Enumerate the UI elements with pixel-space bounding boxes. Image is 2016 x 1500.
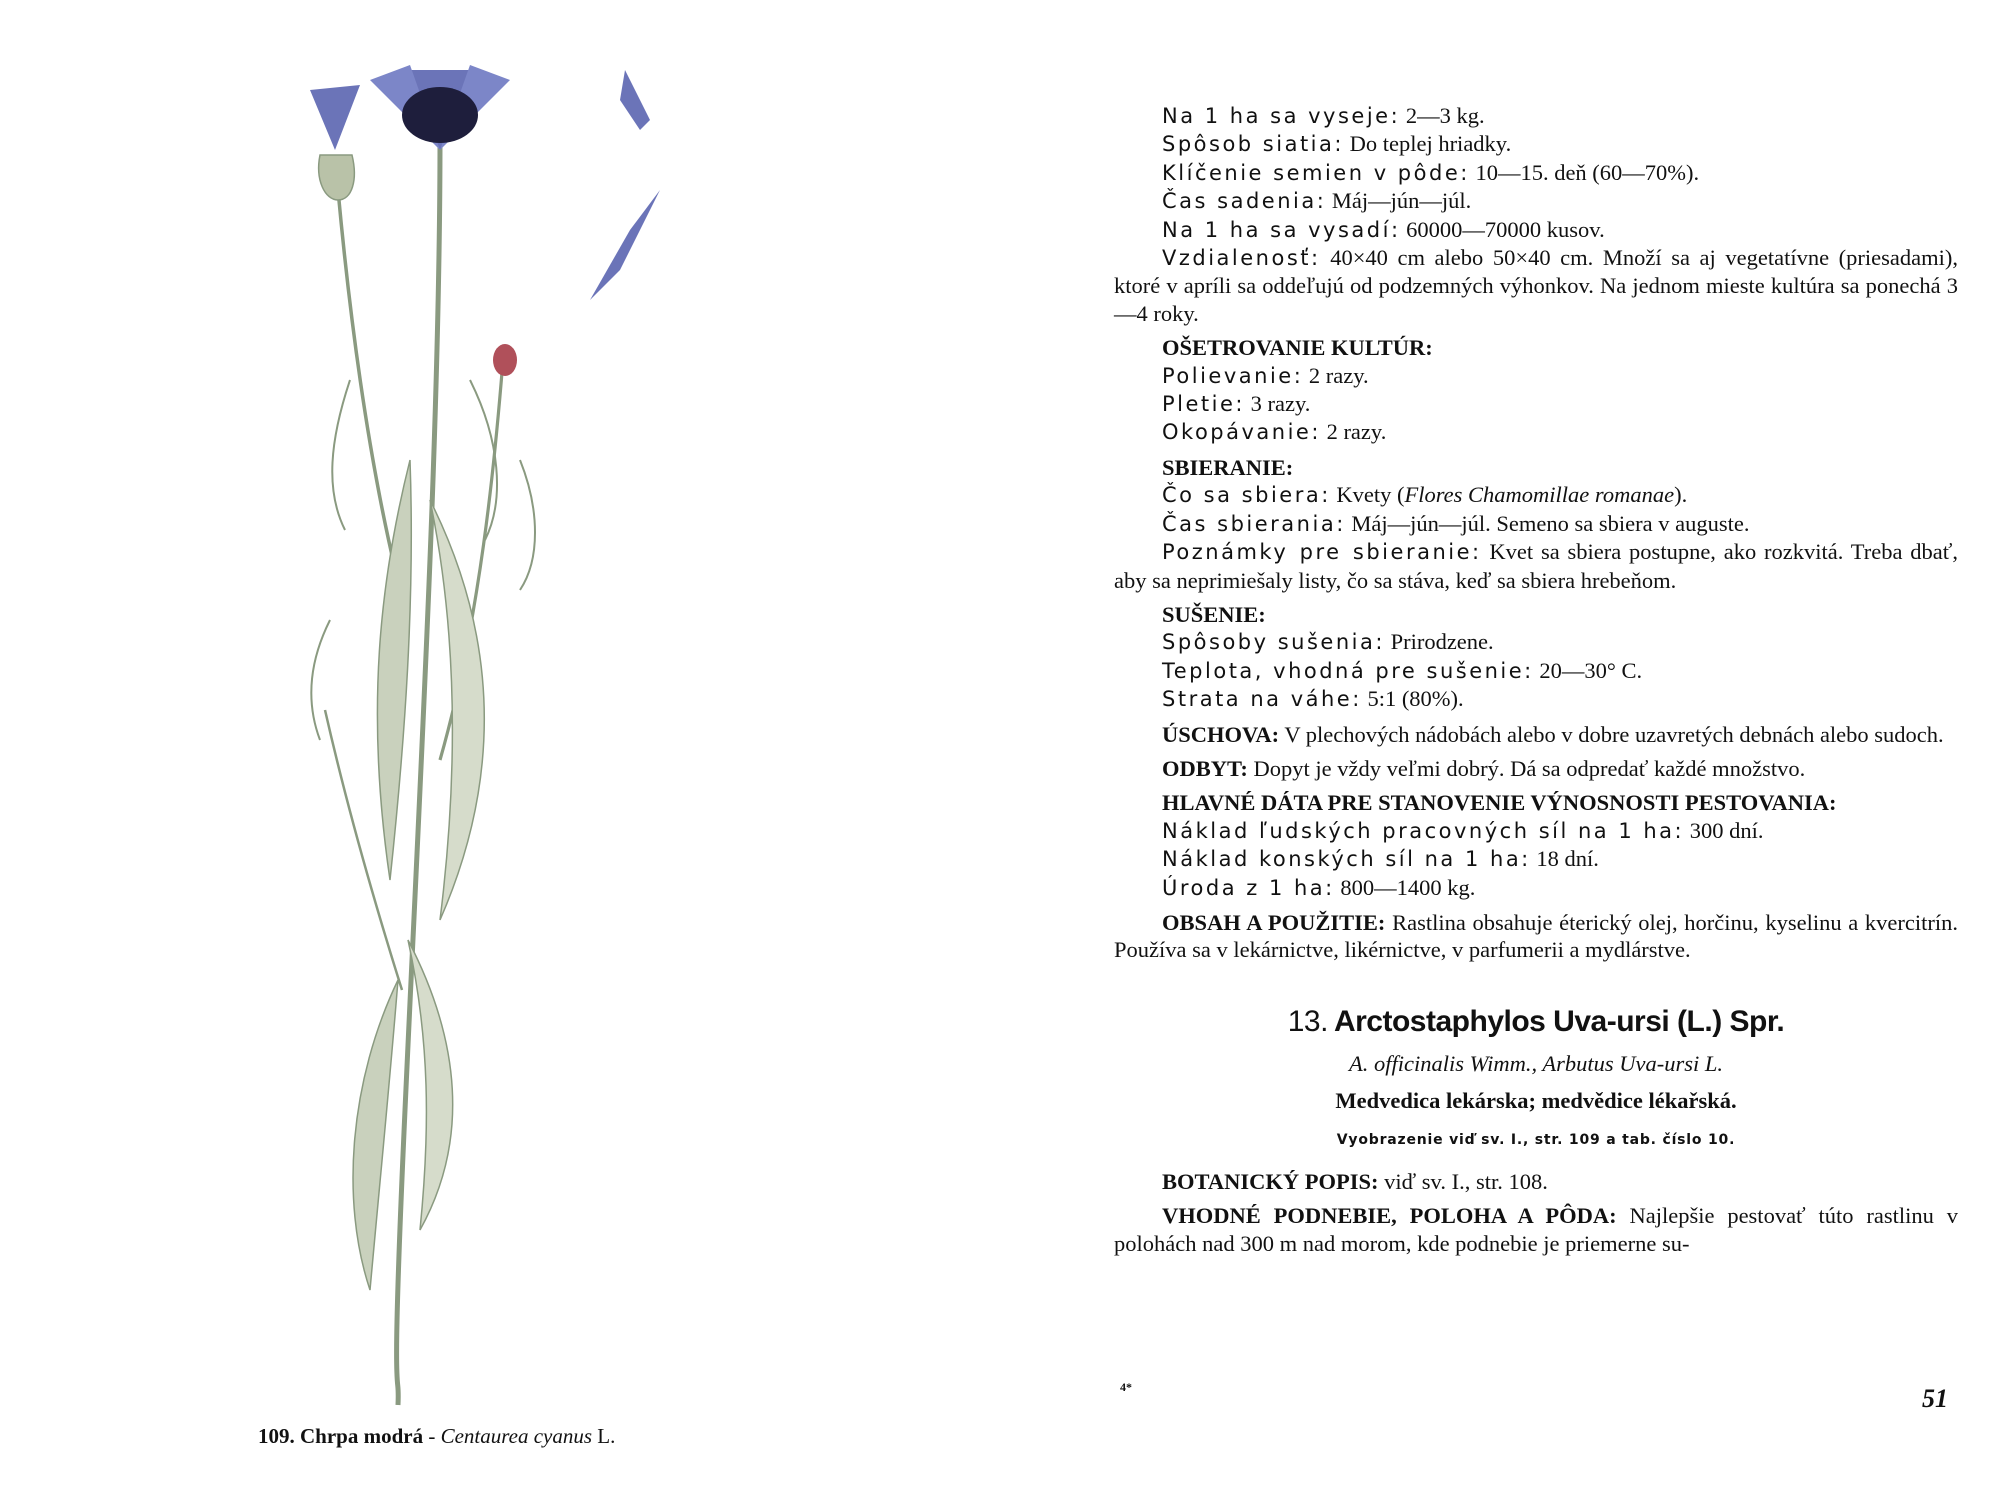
planting-line: Čas sadenia: Máj—jún—júl. <box>1162 188 1472 214</box>
synonyms-line: A. officinalis Wimm., Arbutus Uva-ursi L. <box>1349 1050 1723 1076</box>
temperature-line: Teplota, vhodná pre sušenie: 20—30° C. <box>1162 657 1643 683</box>
weight-loss-line: Strata na váhe: 5:1 (80%). <box>1162 686 1464 712</box>
body-text <box>1114 102 1958 1257</box>
sowing-line: Spôsob siatia: Do teplej hriadky. <box>1162 131 1512 157</box>
drying-methods-line: Spôsoby sušenia: Prirodzene. <box>1162 629 1494 655</box>
caption-number: 109. <box>258 1424 295 1448</box>
climate-paragraph: VHODNÉ PODNEBIE, POLOHA A PÔDA: Najlepšie pestovať túto rastlinu v polohách nad 300 m nad morom, kde podnebie je priemerne su- <box>1114 1203 1958 1256</box>
image-reference-line: Vyobrazenie viď sv. I., str. 109 a tab. číslo 10. <box>1336 1131 1736 1148</box>
profitability-heading: HLAVNÉ DÁTA PRE STANOVENIE VÝNOSNOSTI PESTOVANIA: <box>1162 790 1837 816</box>
weeding-line: Pletie: 3 razy. <box>1162 391 1311 417</box>
germination-line: Klíčenie semien v pôde: 10—15. deň (60—70%). <box>1162 159 1700 185</box>
yield-line: Úroda z 1 ha: 800—1400 kg. <box>1162 874 1476 900</box>
storage-paragraph: ÚSCHOVA: V plechových nádobách alebo v dobre uzavretých debnách alebo sudoch. <box>1162 721 1944 747</box>
drying-heading: SUŠENIE: <box>1162 601 1266 627</box>
section-title <box>1114 1004 1958 1040</box>
common-names-line: Medvedica lekárska; medvědice lékařská. <box>1335 1088 1737 1114</box>
harvest-notes-paragraph: Poznámky pre sbieranie: Kvet sa sbiera postupne, ako rozkvitá. Treba dbať, aby sa neprimiešaly listy, čo sa stáva, keď sa sbiera hrebeňom. <box>1114 539 1959 593</box>
plants-line: Na 1 ha sa vysadí: 60000—70000 kusov. <box>1162 216 1605 242</box>
caption-latin-name: Centaurea cyanus <box>440 1424 593 1448</box>
section-number: 13. <box>1287 1004 1328 1038</box>
harvest-time-line: Čas sbierania: Máj—jún—júl. Semeno sa sbiera v auguste. <box>1162 510 1750 536</box>
signature-mark: 4* <box>1120 1380 1132 1394</box>
seed-line: Na 1 ha sa vyseje: 2—3 kg. <box>1162 103 1485 128</box>
botany-paragraph: BOTANICKÝ POPIS: viď sv. I., str. 108. <box>1162 1169 1548 1194</box>
what-line: Čo sa sbiera: Kvety (Flores Chamomillae romanae). <box>1162 482 1688 508</box>
page-number: 51 <box>1922 1384 1948 1413</box>
right-page <box>1008 0 2016 1500</box>
labor-line: Náklad ľudských pracovných síl na 1 ha: 300 dní. <box>1162 817 1764 843</box>
horse-line: Náklad konských síl na 1 ha: 18 dní. <box>1162 846 1599 872</box>
sales-paragraph: ODBYT: Dopyt je vždy veľmi dobrý. Dá sa odpredať každé množstvo. <box>1162 755 1806 781</box>
distance-paragraph: Vzdialenosť: 40×40 cm alebo 50×40 cm. Množí sa aj vegetatívne (priesadami), ktoré v apríli sa oddeľujú od podzemných výhonkov. Na jednom mieste kultúra sa ponechá 3—4 roky. <box>1114 245 1958 326</box>
left-flower <box>310 85 360 200</box>
main-flower-head <box>370 65 510 150</box>
content-paragraph: OBSAH A POUŽITIE: Rastlina obsahuje éterický olej, horčinu, kyselinu a kvercitrín. Používa sa v lekárnictve, likérnictve, v parfumerii a mydlárstve. <box>1114 909 1958 963</box>
watering-line: Polievanie: 2 razy. <box>1162 362 1369 388</box>
cornflower-illustration <box>290 60 770 1420</box>
hoeing-line: Okopávanie: 2 razy. <box>1162 419 1387 445</box>
caption-author: L. <box>592 1424 616 1448</box>
figure-caption <box>258 1424 615 1449</box>
section-title-text: Arctostaphylos Uva-ursi (L.) Spr. <box>1333 1004 1785 1038</box>
care-heading: OŠETROVANIE KULTÚR: <box>1162 335 1433 361</box>
harvest-heading: SBIERANIE: <box>1162 454 1294 480</box>
caption-slovak-name: Chrpa modrá <box>300 1424 424 1448</box>
cornflower-drawing <box>290 60 770 1420</box>
caption-separator: - <box>423 1424 441 1448</box>
